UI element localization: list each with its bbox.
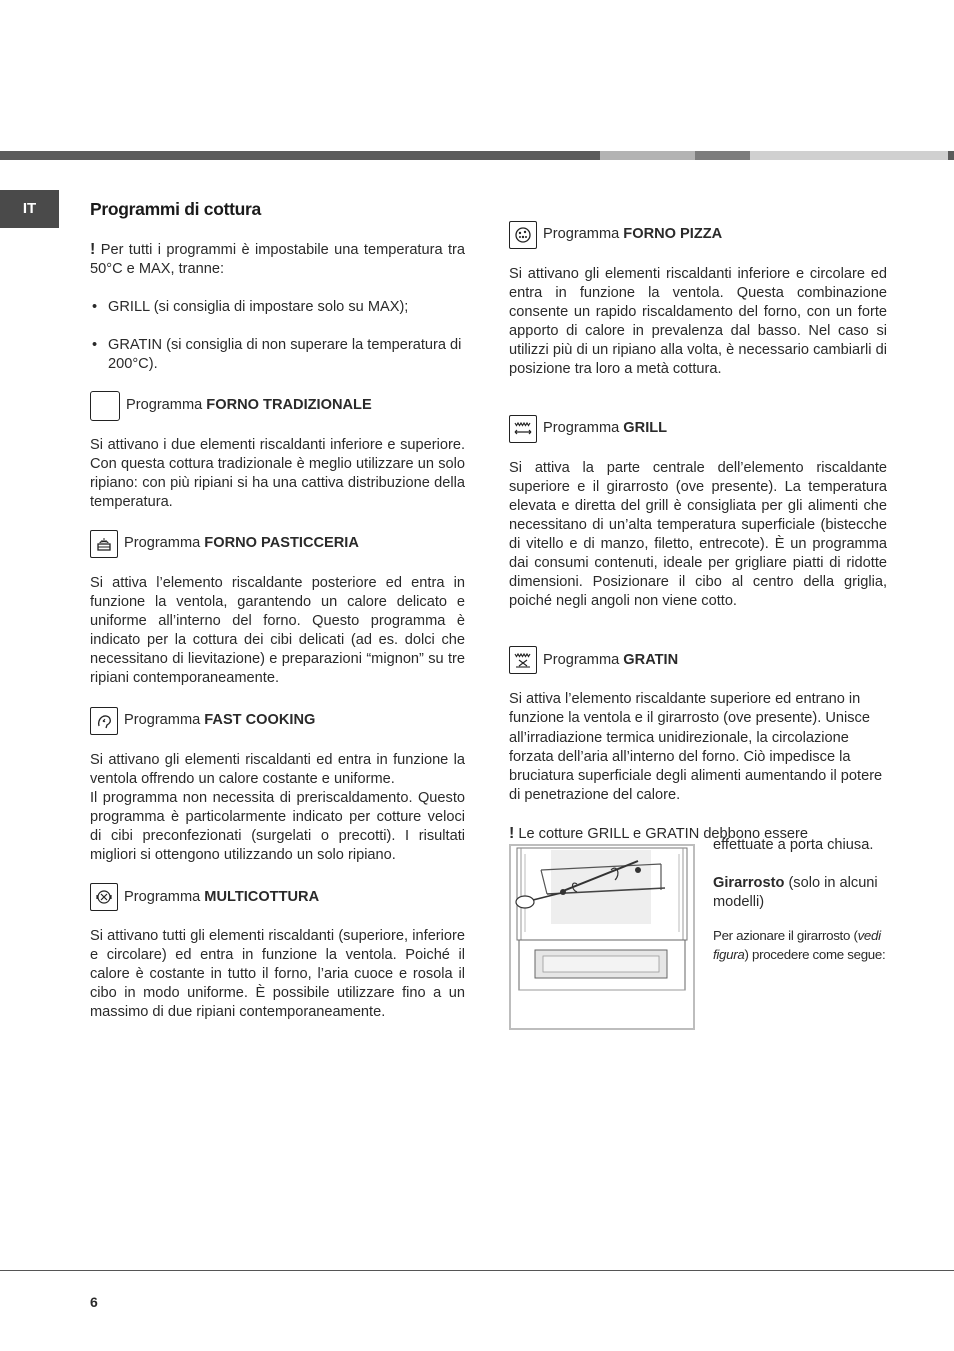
rotisserie-section <box>509 836 887 1034</box>
warning-mark: ! <box>90 241 96 259</box>
program-heading-forno-tradizionale: Programma FORNO TRADIZIONALE <box>90 391 465 421</box>
grill-icon <box>509 415 537 443</box>
footer-divider <box>0 1270 954 1271</box>
gratin-icon <box>509 646 537 674</box>
pizza-icon <box>509 221 537 249</box>
program-description: Si attivano tutti gli elementi riscaldanti (superiore, inferiore e circolare) ed entra in funzione la ventola. Poiché il calore è costante in tutto il forno, l’aria cuoce e rosola il cibo in modo uniforme. È possibile utilizzare fino a un massimo di due ripiani contemporaneamente. <box>90 928 465 1021</box>
exceptions-list-2 <box>90 336 465 374</box>
header-color-bar <box>0 151 954 160</box>
program-description: Si attivano gli elementi riscaldanti ed entra in funzione la ventola offrendo un calore costante e uniforme. <box>90 751 465 787</box>
program-heading-grill: Programma GRILL <box>509 414 887 444</box>
program-description: Si attiva l’elemento riscaldante superiore ed entrano in funzione la ventola e il girarrosto (ove presente). Unisce all’irradiazione termica unidirezionale, la circolazione forzata dell’aria all’interno del forno. Ciò impedisce la bruciatura superficiale degli alimenti aumentando il potere di penetrazione del calore. <box>509 691 883 803</box>
intro-text: ! Per tutti i programmi è impostabile una temperatura tra 50°C e MAX, tranne: <box>90 241 465 278</box>
oven-empty-icon <box>90 391 120 421</box>
program-heading-forno-pizza: Programma FORNO PIZZA <box>509 220 887 250</box>
rotisserie-text <box>713 836 891 964</box>
program-description: Si attiva la parte centrale dell’elemento riscaldante superiore e il girarrosto (ove presente). La temperatura elevata e diretta del grill è consigliata per gli alimenti che necessitano di un’alta temperatura superficiale (bistecche di vitello e di manzo, filetto, entrecote). È un programma dai consumi contenuti, ideale per grigliare piatti di ridotte dimensioni. Posizionare il cibo al centro della griglia, poiché negli angoli non viene cotto. <box>509 459 887 610</box>
page-title: Programmi di cottura <box>90 199 261 219</box>
warning-note: ! Le cotture GRILL e GRATIN debbono essere <box>509 824 808 842</box>
program-heading-fast-cooking: Programma FAST COOKING <box>90 706 465 736</box>
program-description: Si attiva l’elemento riscaldante posteriore ed entra in funzione la ventola, garantendo un calore delicato e uniforme all’interno del forno. Questo programma è indicato per la cottura dei cibi delicati (ad es. dolci che necessitano di lievitazione) e preparazioni “mignon” su tre ripiani contemporaneamente. <box>90 574 465 687</box>
pastry-icon <box>90 530 118 558</box>
list-item: • GRILL (si consiglia di impostare solo su MAX); <box>90 298 465 317</box>
fast-cooking-icon <box>90 707 118 735</box>
oven-rotisserie-figure <box>509 844 695 1030</box>
program-heading-forno-pasticceria: Programma FORNO PASTICCERIA <box>90 529 465 559</box>
list-item: • GRATIN (si consiglia di non superare la temperatura di 200°C). <box>90 336 465 374</box>
program-heading-gratin: Programma GRATIN <box>509 645 887 675</box>
program-description: Si attivano gli elementi riscaldanti inferiore e circolare ed entra in funzione la ventola. Questa combinazione consente un rapido riscaldamento del forno, con un forte apporto di calore in prevalenza dal basso. Nel caso si utilizzi più di un ripiano alla volta, è necessario cambiarli di posizione tra loro a metà cottura. <box>509 266 887 378</box>
program-description-2: Il programma non necessita di preriscaldamento. Questo programma è particolarmente indicato per cotture veloci di cibi preconfezionati (surgelati o precotti). I risultati migliori si ottengono utilizzando un solo ripiano. <box>90 789 465 863</box>
rotisserie-heading: Girarrosto (solo in alcuni modelli) <box>713 875 878 911</box>
multicooking-icon <box>90 883 118 911</box>
exceptions-list <box>90 298 465 317</box>
left-column <box>90 200 465 1023</box>
language-tab: IT <box>0 190 59 228</box>
page-number: 6 <box>90 1294 98 1310</box>
program-heading-multicottura: Programma MULTICOTTURA <box>90 882 465 912</box>
right-column <box>509 220 887 1034</box>
rotisserie-instructions: Per azionare il girarrosto (vedi figura) procedere come segue: <box>713 928 886 963</box>
warning-note-continued: effettuate a porta chiusa. <box>713 836 874 853</box>
program-description: Si attivano i due elementi riscaldanti inferiore e superiore. Con questa cottura tradizionale è meglio utilizzare un solo ripiano: con più ripiani si ha una cattiva distribuzione della temperatura. <box>90 436 465 510</box>
